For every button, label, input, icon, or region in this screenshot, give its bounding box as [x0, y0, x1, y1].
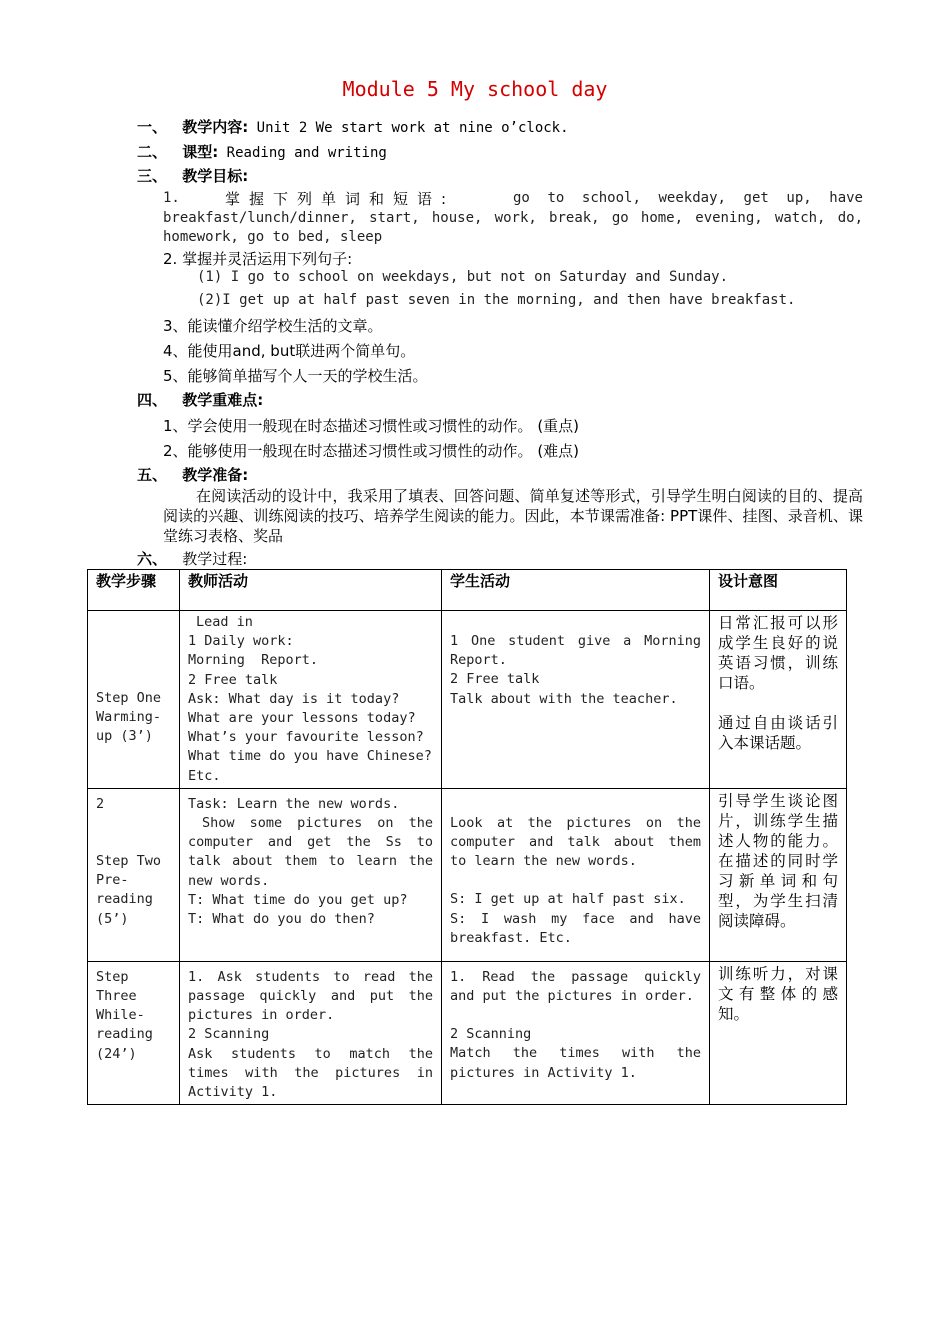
section-label: 课型:	[182, 143, 219, 161]
intent-cell	[710, 788, 847, 961]
teacher-line: 1 Daily work:	[188, 633, 294, 650]
intent-cell	[710, 611, 847, 789]
table-row	[88, 788, 847, 961]
goal-1-words: homework, go to bed, sleep	[163, 229, 383, 245]
intent-cell	[710, 961, 847, 1104]
student-line: 2 Free talk	[450, 671, 540, 688]
teacher-line: What are your lessons today?	[188, 710, 416, 727]
section-difficulties	[137, 389, 263, 410]
section-label: 教学过程:	[182, 550, 248, 568]
section-label: 教学准备:	[182, 466, 249, 484]
step-line: 2	[96, 795, 105, 812]
step-cell	[88, 961, 180, 1104]
step-line: Warming-	[96, 709, 162, 726]
step-line: (24’)	[96, 1045, 137, 1062]
table-row	[88, 961, 847, 1104]
teacher-line: T: What do you do then?	[188, 911, 375, 928]
intent-line: 训练听力，对课文有整体的感知。	[718, 964, 838, 1023]
teacher-line: Task: Learn the new words.	[188, 795, 400, 812]
step-line: Three	[96, 988, 137, 1005]
teacher-line: Etc.	[188, 767, 221, 784]
step-line: reading	[96, 891, 153, 908]
step-line: Step One	[96, 690, 162, 706]
goal-2-sentence: (1) I go to school on weekdays, but not on Saturday and Sunday.	[197, 269, 729, 285]
teacher-line: T: What time do you get up?	[188, 891, 408, 908]
student-line: Look at the pictures on the computer and talk about them to learn the new words.	[450, 814, 701, 870]
teacher-line: 2 Free talk	[188, 671, 278, 688]
preparation-paragraph: 在阅读活动的设计中，我采用了填表、回答问题、简单复述等形式，引导学生明白阅读的目的、提高阅读的兴趣、训练阅读的技巧、培养学生阅读的能力。因此，本节课需准备: PPT课件、挂图、录音机、课堂练习表格、奖品	[163, 487, 863, 545]
section-label: 教学目标:	[182, 167, 249, 185]
step-line: While-	[96, 1007, 145, 1024]
student-line: Talk about with the teacher.	[450, 690, 678, 707]
difficulty-2: 2、能够使用一般现在时态描述习惯性或习惯性的动作。 (难点)	[163, 442, 580, 460]
goal-1-label: 掌握下列单词和短语:	[225, 190, 456, 208]
section-content	[137, 116, 569, 137]
student-line: 2 Scanning	[450, 1026, 532, 1043]
teacher-line: Ask students to match the times with the pictures in Activity 1.	[188, 1045, 433, 1101]
teacher-line: What time do you have Chinese?	[188, 748, 432, 765]
step-line: Step Two	[96, 853, 162, 870]
step-line: (5’)	[96, 910, 129, 927]
intent-line: 引导学生谈论图片，训练学生描述人物的能力。在描述的同时学习新单词和句型，为学生扫清阅读障碍。	[718, 791, 838, 930]
section-process	[137, 548, 247, 569]
student-cell	[442, 961, 710, 1104]
header-intent: 设计意图	[710, 570, 847, 611]
teacher-line: Show some pictures on the computer and get the Ss to talk about them to learn the new words.	[188, 815, 433, 889]
section-goals	[137, 165, 248, 186]
section-value: Unit 2 We start work at nine o’clock.	[248, 120, 569, 136]
page-title: Module 5 My school day	[342, 77, 608, 101]
goal-1-number: 1.	[163, 190, 180, 206]
student-line: 1 One student give a Morning Report.	[450, 633, 701, 669]
goal-2-sentence: (2)I get up at half past seven in the morning, and then have breakfast.	[197, 292, 796, 308]
difficulty-1: 1、学会使用一般现在时态描述习惯性或习惯性的动作。 (重点)	[163, 417, 580, 435]
section-number: 一、	[137, 118, 168, 136]
section-value: Reading and writing	[218, 145, 387, 161]
section-label: 教学内容:	[182, 118, 249, 136]
student-cell	[442, 788, 710, 961]
teacher-line: What’s your favourite lesson?	[188, 729, 424, 746]
section-number: 二、	[137, 143, 168, 161]
goal-5: 5、能够简单描写个人一天的学校生活。	[163, 367, 428, 385]
section-number: 五、	[137, 466, 168, 484]
teacher-line: Lead in	[196, 614, 253, 630]
intent-line: 通过自由谈话引入本课话题。	[718, 714, 838, 752]
section-type	[137, 141, 387, 162]
teacher-cell	[180, 788, 442, 961]
step-line: up (3’)	[96, 728, 153, 745]
table-row	[88, 611, 847, 789]
student-line: S: I get up at half past six.	[450, 891, 686, 908]
section-preparation	[137, 464, 248, 485]
section-label: 教学重难点:	[182, 391, 264, 409]
step-line: reading	[96, 1026, 153, 1043]
header-step: 教学步骤	[88, 570, 180, 611]
student-line: Match the times with the pictures in Activity 1.	[450, 1045, 701, 1081]
header-teacher: 教师活动	[180, 570, 442, 611]
step-line: Pre-	[96, 872, 129, 889]
teacher-cell	[180, 611, 442, 789]
teacher-line: Morning Report.	[188, 652, 319, 669]
header-student: 学生活动	[442, 570, 710, 611]
teacher-line: 2 Scanning	[188, 1026, 270, 1043]
section-number: 三、	[137, 167, 168, 185]
intent-line: 日常汇报可以形成学生良好的说英语习惯，训练口语。	[718, 614, 838, 692]
section-number: 六、	[137, 550, 168, 568]
teacher-line: Ask: What day is it today?	[188, 690, 400, 707]
step-cell	[88, 788, 180, 961]
student-line: 1. Read the passage quickly and put the pictures in order.	[450, 968, 701, 1005]
step-line: Step	[96, 968, 129, 985]
goal-4: 4、能使用and, but联进两个简单句。	[163, 342, 416, 360]
goal-1-words: breakfast/lunch/dinner, start, house, work, break, go home, evening, watch, do,	[163, 210, 863, 226]
table-header-row	[88, 570, 847, 611]
section-number: 四、	[137, 391, 168, 409]
student-cell	[442, 611, 710, 789]
teacher-cell	[180, 961, 442, 1104]
goal-2: 2. 掌握并灵活运用下列句子:	[163, 250, 353, 268]
step-cell	[88, 611, 180, 789]
teacher-line: 1. Ask students to read the passage quickly and put the pictures in order.	[188, 968, 433, 1024]
goal-1-words: go to school, weekday, get up, have	[513, 190, 863, 206]
goal-3: 3、能读懂介绍学校生活的文章。	[163, 317, 383, 335]
student-line: S: I wash my face and have breakfast. Etc.	[450, 910, 701, 946]
process-table	[87, 569, 847, 1105]
